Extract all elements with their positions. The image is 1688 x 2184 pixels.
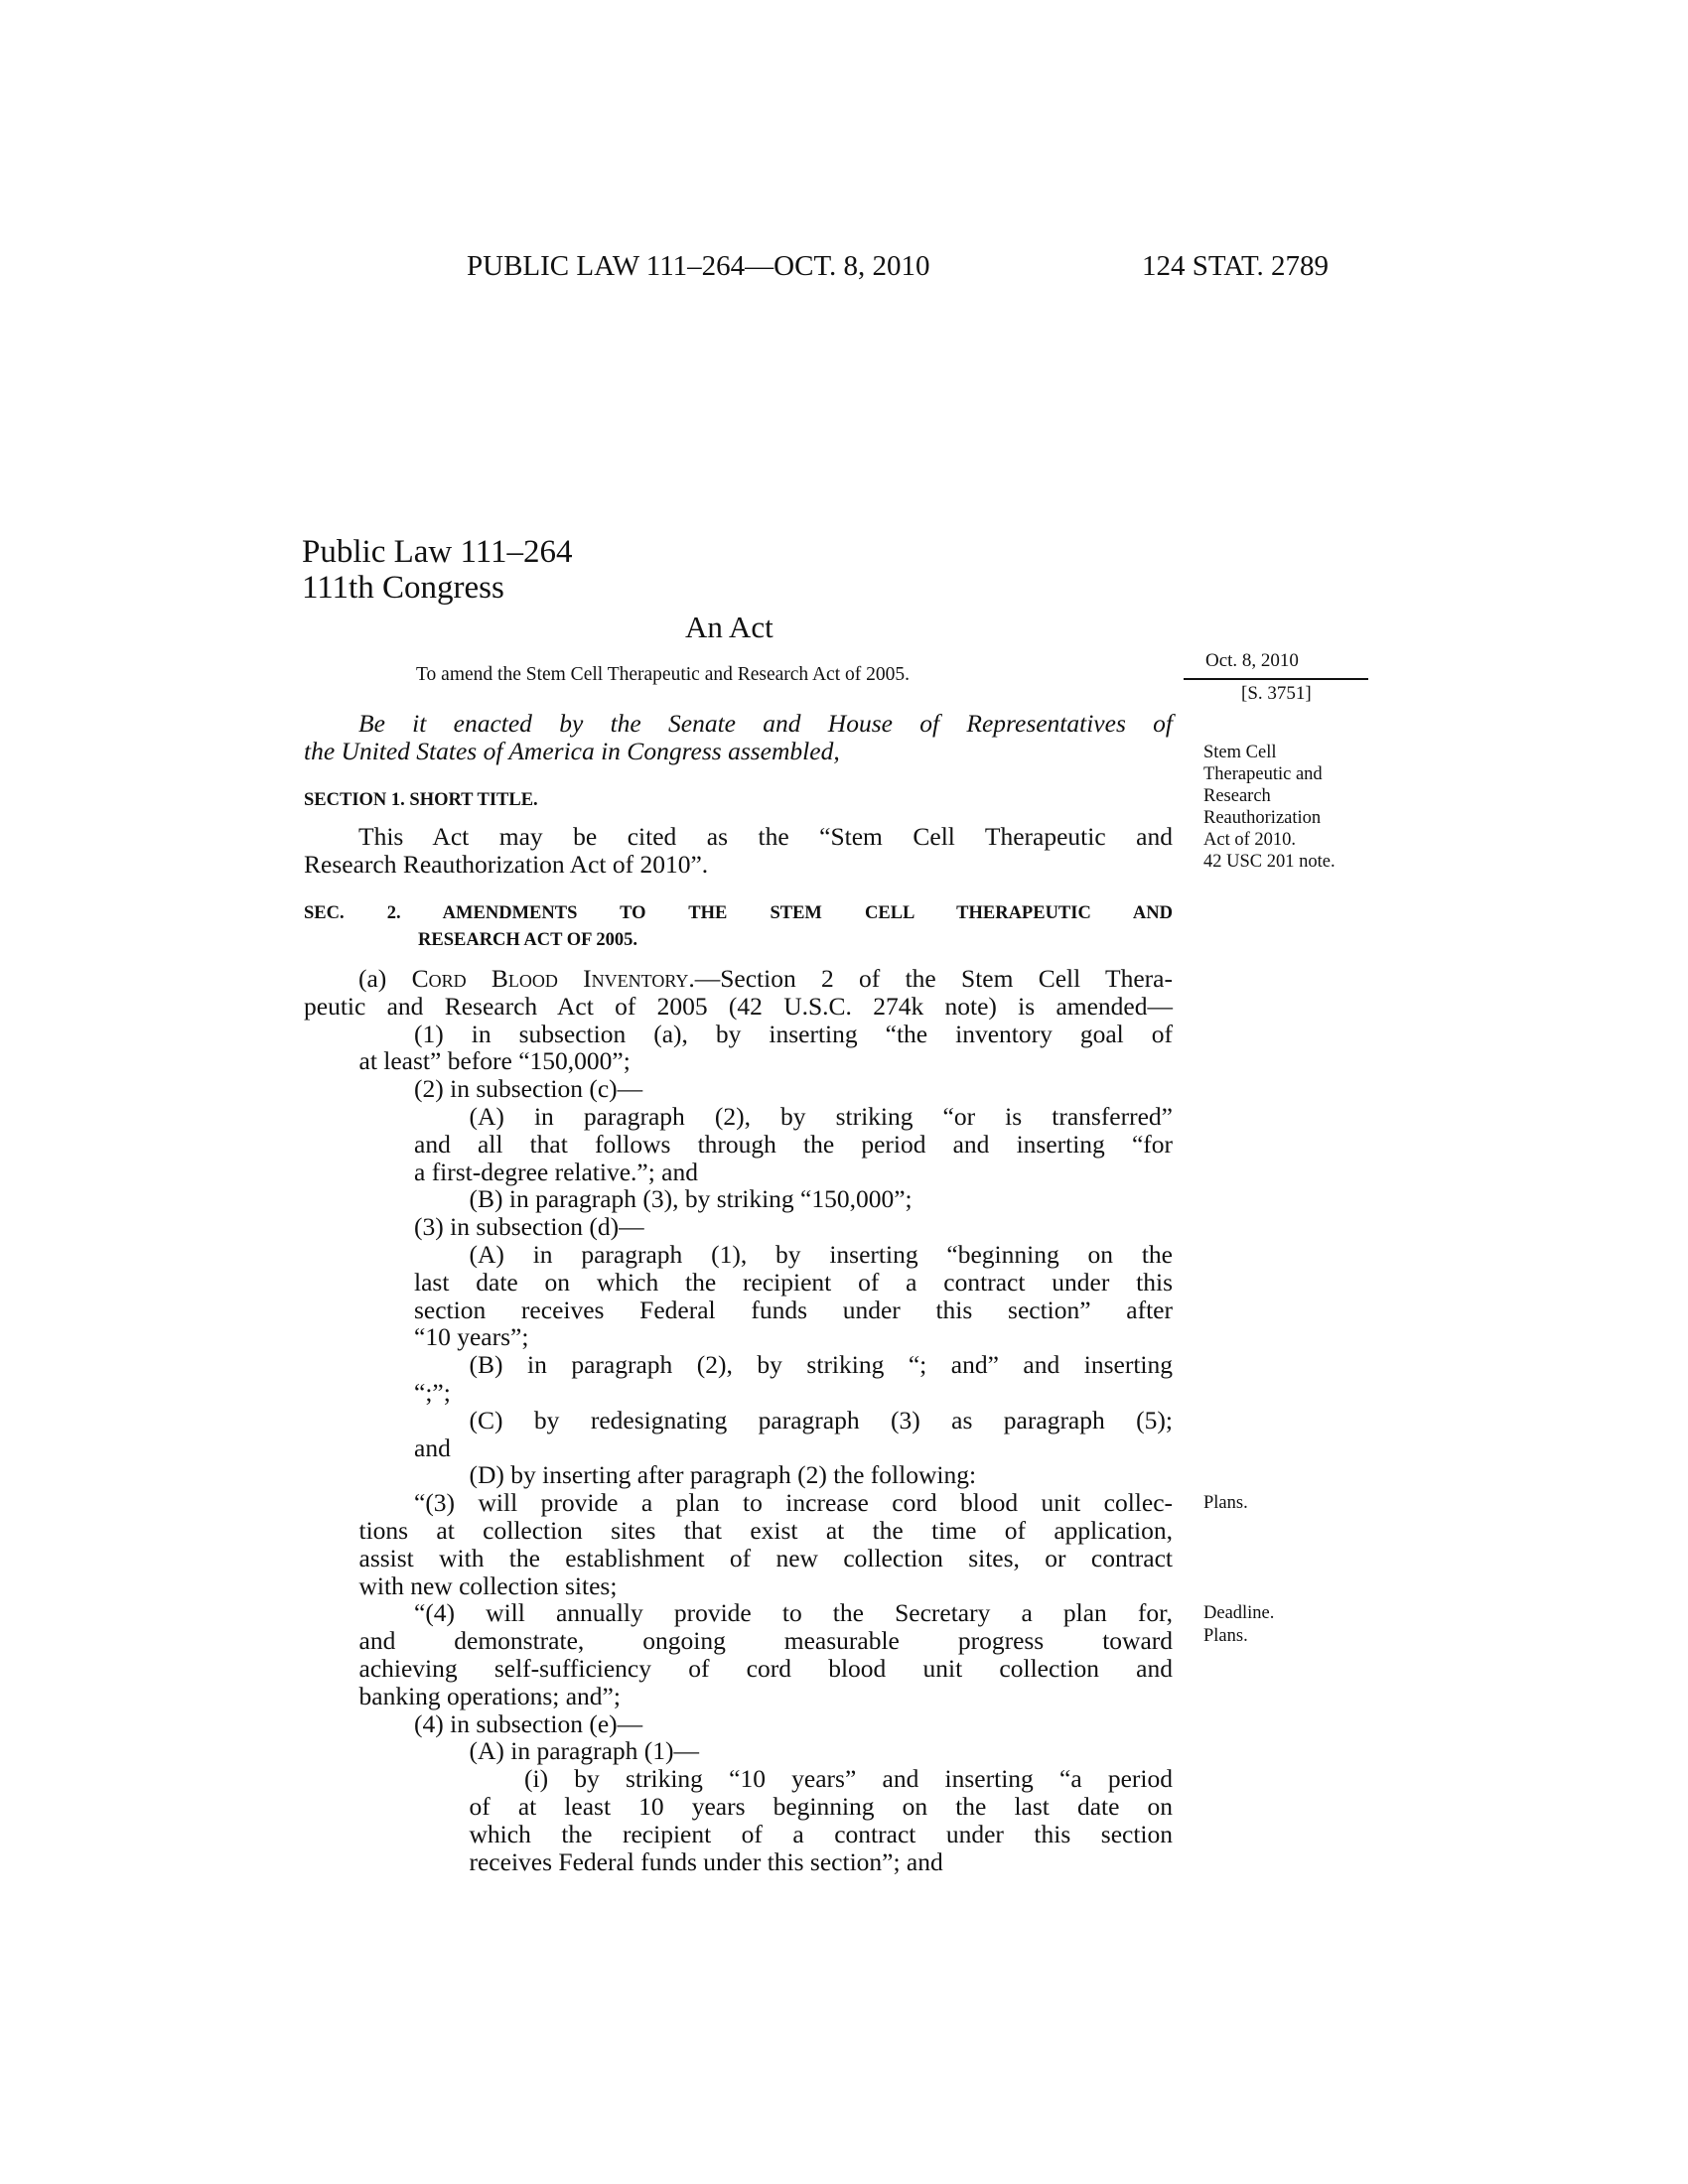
amendment-text-line: last date on which the recipient of a contract under this (414, 1267, 1173, 1297)
margin-note-line: Act of 2010. (1203, 830, 1296, 850)
amendment-text-line: receives Federal funds under this section”; and (469, 1846, 943, 1876)
amendment-text-line: “10 years”; (414, 1322, 529, 1352)
subsection-caption: Cord Blood Inventory (411, 964, 689, 993)
amendment-text-line: (B) in paragraph (3), by striking “150,000”; (469, 1184, 913, 1214)
margin-note-line: Research (1203, 786, 1271, 806)
amendment-text-line: (2) in subsection (c)— (414, 1074, 643, 1104)
amendment-text-line: “(3) will provide a plan to increase cord blood unit collec- (414, 1488, 1173, 1518)
amendment-text-line: (A) in paragraph (1), by inserting “beginning on the (469, 1240, 1173, 1269)
amendment-text-line: and all that follows through the period and inserting “for (414, 1129, 1173, 1159)
amendment-text-line: (3) in subsection (d)— (414, 1212, 644, 1242)
subsection-label: (a) (358, 964, 412, 993)
subsection-text: .—Section 2 of the Stem Cell Thera- (688, 964, 1173, 993)
running-head-citation: PUBLIC LAW 111–264—OCT. 8, 2010 (467, 250, 930, 282)
amendment-text-line: which the recipient of a contract under this section (469, 1819, 1173, 1848)
amendment-text-line: (i) by striking “10 years” and inserting “a period (524, 1764, 1173, 1794)
amendment-text-line: (A) in paragraph (1)— (469, 1736, 700, 1766)
amendment-text-line: and demonstrate, ongoing measurable progress toward (358, 1626, 1173, 1656)
section-1-text-line: This Act may be cited as the “Stem Cell Therapeutic and (358, 822, 1173, 851)
congress-number: 111th Congress (302, 570, 504, 606)
margin-note-line: 42 USC 201 note. (1203, 852, 1336, 872)
section-1-text-line: Research Reauthorization Act of 2010”. (304, 850, 709, 879)
amendment-text-line: a first-degree relative.”; and (414, 1157, 699, 1186)
amendment-text-line: at least” before “150,000”; (358, 1046, 631, 1076)
margin-note-plans: Plans. (1203, 1626, 1248, 1646)
margin-note-line: Therapeutic and (1203, 764, 1323, 784)
amendment-text-line: section receives Federal funds under this section” after (414, 1295, 1173, 1324)
running-head-stat-page: 124 STAT. 2789 (1142, 250, 1330, 282)
amendment-text-line: (D) by inserting after paragraph (2) the following: (469, 1460, 977, 1490)
amendment-text-line: tions at collection sites that exist at the time of application, (358, 1516, 1173, 1545)
enacting-clause-line: the United States of America in Congress assembled, (304, 737, 840, 765)
margin-rule (1184, 678, 1368, 680)
amendment-text-line: of at least 10 years beginning on the last date on (469, 1792, 1173, 1821)
margin-note-deadline: Deadline. (1203, 1603, 1275, 1623)
amendment-text-line: (1) in subsection (a), by inserting “the inventory goal of (414, 1019, 1173, 1048)
act-purpose: To amend the Stem Cell Therapeutic and Research Act of 2005. (416, 664, 911, 685)
short-title-margin-note (1203, 742, 1336, 873)
amendment-text-line: (A) in paragraph (2), by striking “or is transferred” (469, 1102, 1173, 1131)
amendment-text-line: (B) in paragraph (2), by striking “; and” and inserting (469, 1350, 1173, 1380)
public-law-number: Public Law 111–264 (302, 534, 573, 570)
bill-number: [S. 3751] (1241, 683, 1312, 704)
enactment-date: Oct. 8, 2010 (1205, 650, 1299, 671)
enacting-clause-line: Be it enacted by the Senate and House of Representatives of (358, 709, 1173, 738)
amendment-text-line: achieving self-sufficiency of cord blood unit collection and (358, 1654, 1173, 1683)
amendment-text-line: (C) by redesignating paragraph (3) as paragraph (5); (469, 1405, 1173, 1434)
amendment-text-line: assist with the establishment of new collection sites, or contract (358, 1543, 1173, 1572)
amendment-text-line: “(4) will annually provide to the Secretary a plan for, (414, 1598, 1173, 1628)
subsection-a-first-line (358, 965, 1173, 993)
amendment-text-line: and (414, 1433, 451, 1462)
section-1-heading: SECTION 1. SHORT TITLE. (304, 790, 538, 810)
amendment-text-line: with new collection sites; (358, 1570, 618, 1600)
amendment-text-line: peutic and Research Act of 2005 (42 U.S.C. 274k note) is amended— (304, 991, 1173, 1021)
amendment-text-line: “;”; (414, 1378, 451, 1407)
act-heading: An Act (685, 610, 774, 644)
section-2-heading: SEC. 2. AMENDMENTS TO THE STEM CELL THERAPEUTIC AND (304, 903, 1173, 923)
margin-note-plans: Plans. (1203, 1493, 1248, 1513)
margin-note-line: Reauthorization (1203, 808, 1322, 828)
amendment-text-line: banking operations; and”; (358, 1681, 621, 1710)
section-2-heading-continued: RESEARCH ACT OF 2005. (418, 930, 638, 950)
amendment-text-line: (4) in subsection (e)— (414, 1708, 643, 1738)
margin-note-line: Stem Cell (1203, 743, 1277, 762)
